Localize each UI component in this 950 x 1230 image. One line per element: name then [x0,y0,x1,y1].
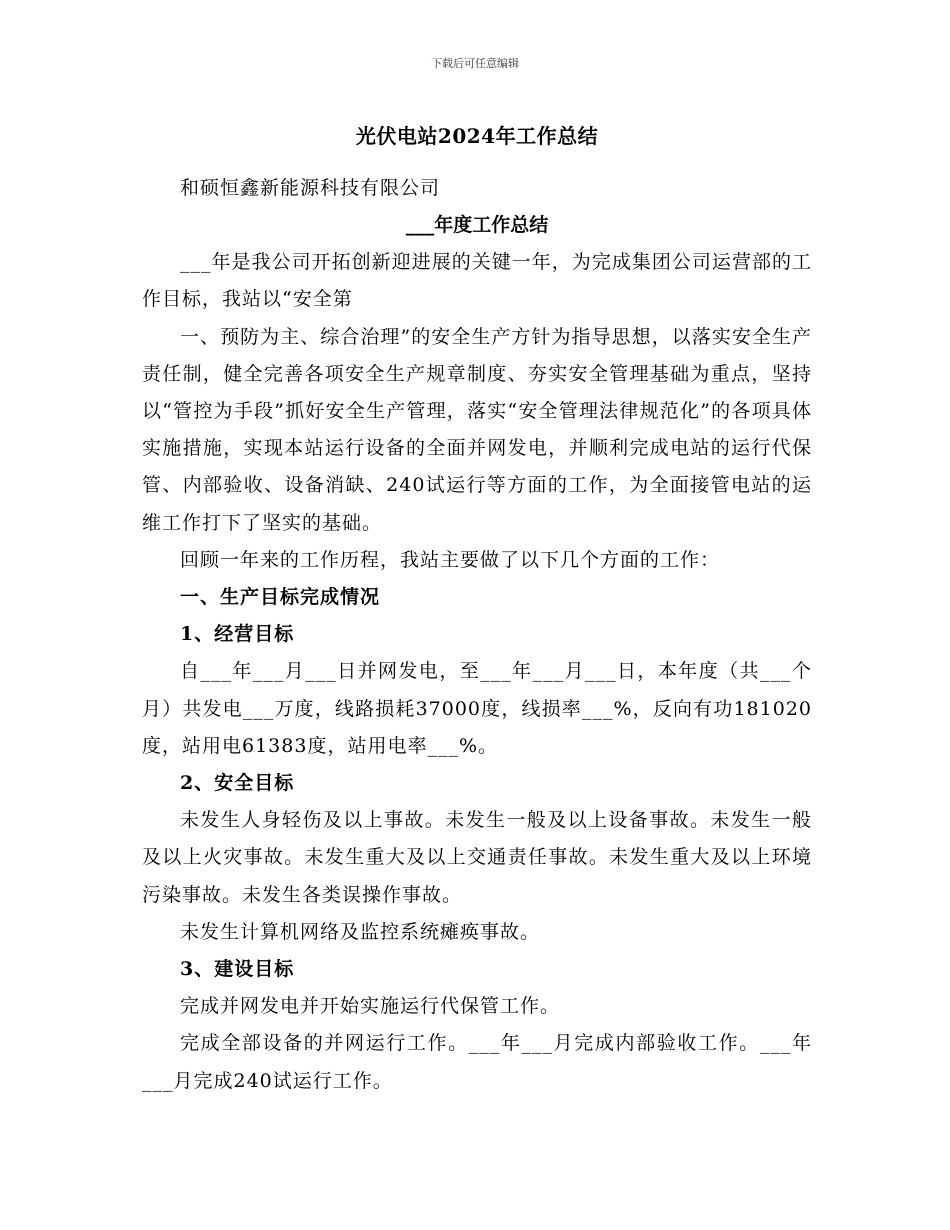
paragraph-principles: 一、预防为主、综合治理”的安全生产方针为指导思想，以落实安全生产责任制，健全完善各项安全生产规章制度、夯实安全管理基础为重点，坚持以“管控为手段”抓好安全生产管理，落实“安全管理法律规范化”的各项具体实施措施，实现本站运行设备的全面并网发电，并顺利完成电站的运行代保管、内部验收、设备消缺、240试运行等方面的工作，为全面接管电站的运维工作打下了坚实的基础。 [142,325,812,534]
header-note: 下载后可任意编辑 [431,57,519,70]
document-subtitle: ___年度工作总结 [405,214,549,237]
paragraph-operation: 自___年___月___日并网发电，至___年___月___日，本年度（共___个月）共发电___万度，线路损耗37000度，线损率___%，反向有功181020度，站用电61383度，站用电率___%。 [142,660,812,757]
paragraph-construction-1: 完成并网发电并开始实施运行代保管工作。 [180,995,561,1018]
subsection-heading-construction: 3、建设目标 [180,958,295,981]
document-page [142,120,812,1100]
paragraph-review: 回顾一年来的工作历程，我站主要做了以下几个方面的工作： [180,548,721,571]
section-heading-production: 一、生产目标完成情况 [180,586,381,609]
paragraph-intro: ___年是我公司开拓创新迎进展的关键一年，为完成集团公司运营部的工作目标，我站以“安全第 [142,251,812,311]
company-name: 和硕恒鑫新能源科技有限公司 [180,177,441,199]
paragraph-safety: 未发生人身轻伤及以上事故。未发生一般及以上设备事故。未发生一般及以上火灾事故。未发生重大及以上交通责任事故。未发生重大及以上环境污染事故。未发生各类误操作事故。 [142,809,812,906]
document-title: 光伏电站2024年工作总结 [355,124,599,148]
subsection-heading-operation: 1、经营目标 [180,623,295,646]
paragraph-construction-2: 完成全部设备的并网运行工作。___年___月完成内部验收工作。___年___月完成240试运行工作。 [142,1032,812,1092]
subsection-heading-safety: 2、安全目标 [180,772,295,795]
paragraph-safety-network: 未发生计算机网络及监控系统瘫痪事故。 [180,920,541,943]
